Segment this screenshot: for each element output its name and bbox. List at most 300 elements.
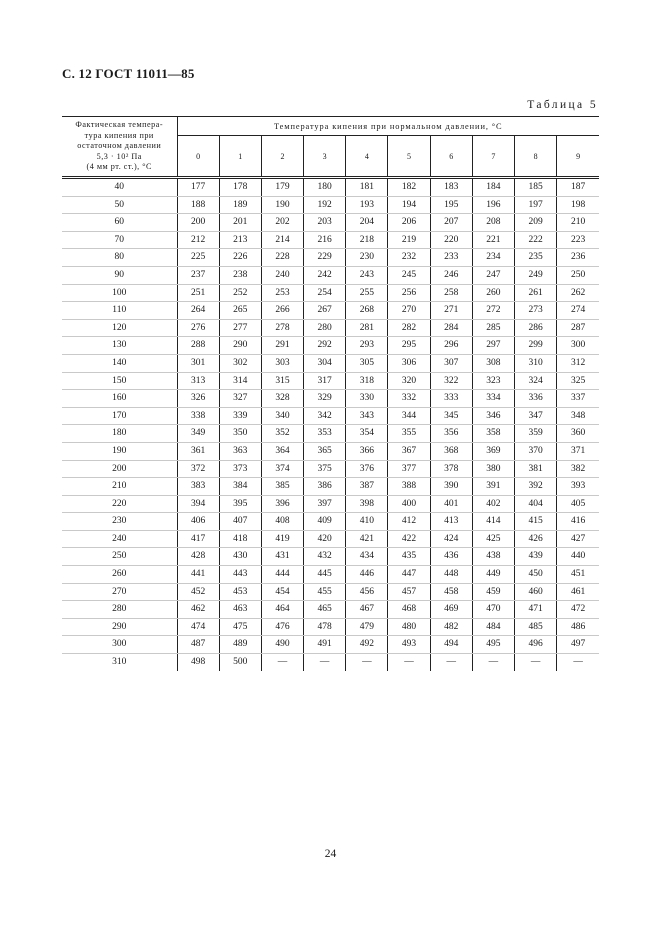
table-row [62, 478, 599, 496]
table-cell: 468 [388, 601, 430, 619]
table-cell: 296 [430, 337, 472, 355]
table-cell: 409 [304, 513, 346, 531]
table-cell: 285 [472, 319, 514, 337]
table-cell: 266 [261, 302, 303, 320]
table-cell: 413 [430, 513, 472, 531]
table-cell: 461 [557, 583, 599, 601]
table-cell: 213 [219, 231, 261, 249]
table-cell: 454 [261, 583, 303, 601]
table-row [62, 266, 599, 284]
row-label: 220 [62, 495, 177, 513]
table-cell: 315 [261, 372, 303, 390]
row-label: 230 [62, 513, 177, 531]
table-cell: 484 [472, 618, 514, 636]
table-cell: 183 [430, 178, 472, 197]
table-cell: 349 [177, 425, 219, 443]
table-cell: 342 [304, 407, 346, 425]
table-cell: 486 [557, 618, 599, 636]
table-cell: 218 [346, 231, 388, 249]
table-cell: 234 [472, 249, 514, 267]
row-label: 250 [62, 548, 177, 566]
table-cell: 356 [430, 425, 472, 443]
row-label: 270 [62, 583, 177, 601]
table-cell: 439 [515, 548, 557, 566]
table-cell: 219 [388, 231, 430, 249]
table-cell: 339 [219, 407, 261, 425]
table-cell: 450 [515, 566, 557, 584]
table-cell: 277 [219, 319, 261, 337]
boiling-temperature-table [62, 116, 599, 671]
table-cell: 288 [177, 337, 219, 355]
table-cell: 323 [472, 372, 514, 390]
table-cell: 482 [430, 618, 472, 636]
table-cell: 324 [515, 372, 557, 390]
table-cell: 447 [388, 566, 430, 584]
table-cell: 436 [430, 548, 472, 566]
table-cell: 471 [515, 601, 557, 619]
table-cell: 346 [472, 407, 514, 425]
table-cell: 196 [472, 196, 514, 214]
table-cell: 372 [177, 460, 219, 478]
row-label: 100 [62, 284, 177, 302]
table-cell: 412 [388, 513, 430, 531]
row-label: 310 [62, 654, 177, 671]
table-cell: 361 [177, 442, 219, 460]
table-cell: — [261, 654, 303, 671]
table-cell: 352 [261, 425, 303, 443]
table-cell: 262 [557, 284, 599, 302]
page-number: 24 [324, 848, 337, 860]
table-cell: 431 [261, 548, 303, 566]
row-header-line: 5,3 · 10² Па [96, 151, 142, 161]
table-cell: 459 [472, 583, 514, 601]
table-cell: 334 [472, 390, 514, 408]
table-cell: 417 [177, 530, 219, 548]
table-cell: 365 [304, 442, 346, 460]
table-cell: 267 [304, 302, 346, 320]
table-cell: 220 [430, 231, 472, 249]
table-cell: 416 [557, 513, 599, 531]
table-cell: 462 [177, 601, 219, 619]
table-cell: 438 [472, 548, 514, 566]
table-cell: 208 [472, 214, 514, 232]
table-cell: 451 [557, 566, 599, 584]
table-cell: 348 [557, 407, 599, 425]
table-cell: 317 [304, 372, 346, 390]
table-cell: 258 [430, 284, 472, 302]
table-cell: 302 [219, 354, 261, 372]
table-cell: — [573, 657, 583, 668]
table-cell: 314 [219, 372, 261, 390]
table-cell: 177 [177, 178, 219, 197]
table-cell: 487 [177, 636, 219, 654]
table-cell: 453 [219, 583, 261, 601]
row-label: 120 [62, 319, 177, 337]
table-cell: 190 [261, 196, 303, 214]
table-cell: 445 [304, 566, 346, 584]
table-cell: 479 [346, 618, 388, 636]
table-cell: 340 [261, 407, 303, 425]
table-cell: 322 [430, 372, 472, 390]
table-cell: 426 [515, 530, 557, 548]
table-cell: 276 [177, 319, 219, 337]
table-cell: 498 [177, 654, 219, 671]
table-cell: 424 [430, 530, 472, 548]
table-cell: 381 [515, 460, 557, 478]
row-label: 190 [62, 442, 177, 460]
table-cell: 295 [388, 337, 430, 355]
table-cell: 395 [219, 495, 261, 513]
row-label: 60 [62, 214, 177, 232]
table-cell: 187 [557, 178, 599, 197]
table-row [62, 636, 599, 654]
table-cell: 252 [219, 284, 261, 302]
table-cell: 391 [472, 478, 514, 496]
table-cell: 418 [219, 530, 261, 548]
row-label: 180 [62, 425, 177, 443]
table-cell: — [304, 654, 346, 671]
table-cell: 192 [304, 196, 346, 214]
table-cell: 318 [346, 372, 388, 390]
table-cell: 242 [304, 266, 346, 284]
table-cell: 434 [346, 548, 388, 566]
table-cell: 369 [472, 442, 514, 460]
row-label: 300 [62, 636, 177, 654]
table-cell: 500 [219, 654, 261, 671]
table-cell: 327 [219, 390, 261, 408]
table-cell: 338 [177, 407, 219, 425]
table-row [62, 214, 599, 232]
table-cell: 221 [472, 231, 514, 249]
table-cell: 201 [219, 214, 261, 232]
table-cell: 366 [346, 442, 388, 460]
table-cell: 494 [430, 636, 472, 654]
table-cell: 383 [177, 478, 219, 496]
table-cell: 385 [261, 478, 303, 496]
table-cell: 301 [177, 354, 219, 372]
table-cell: 368 [430, 442, 472, 460]
table-cell: 284 [430, 319, 472, 337]
table-cell: 268 [346, 302, 388, 320]
table-cell: 452 [177, 583, 219, 601]
table-cell: — [430, 654, 472, 671]
row-label: 170 [62, 407, 177, 425]
table-cell: 394 [177, 495, 219, 513]
row-label: 280 [62, 601, 177, 619]
table-cell: 291 [261, 337, 303, 355]
row-header-line: тура кипения при [84, 130, 154, 140]
column-header: 9 [576, 151, 581, 161]
table-cell: 367 [388, 442, 430, 460]
row-label: 290 [62, 618, 177, 636]
table-cell: 475 [219, 618, 261, 636]
table-cell: 376 [346, 460, 388, 478]
table-cell: 495 [472, 636, 514, 654]
table-cell: 497 [557, 636, 599, 654]
table-cell: 345 [430, 407, 472, 425]
table-cell: 251 [177, 284, 219, 302]
table-cell: 212 [177, 231, 219, 249]
row-header [62, 117, 177, 178]
table-row [62, 460, 599, 478]
table-cell: 329 [304, 390, 346, 408]
table-cell: 206 [388, 214, 430, 232]
table-cell: 441 [177, 566, 219, 584]
table-cell: 232 [388, 249, 430, 267]
table-cell: 490 [261, 636, 303, 654]
row-label: 90 [62, 266, 177, 284]
table-cell: 480 [388, 618, 430, 636]
table-cell: 328 [261, 390, 303, 408]
row-label: 110 [62, 302, 177, 320]
table-cell: 458 [430, 583, 472, 601]
column-header: 2 [261, 136, 303, 178]
table-cell: 261 [515, 284, 557, 302]
table-cell: 210 [557, 214, 599, 232]
table-cell: 280 [304, 319, 346, 337]
table-cell: 472 [557, 601, 599, 619]
table-cell: 457 [388, 583, 430, 601]
table-cell: 246 [430, 266, 472, 284]
table-cell: 427 [557, 530, 599, 548]
table-cell: 256 [388, 284, 430, 302]
row-label: 50 [62, 196, 177, 214]
table-cell: 278 [261, 319, 303, 337]
table-cell: 250 [557, 266, 599, 284]
table-cell: 286 [515, 319, 557, 337]
table-cell: 444 [261, 566, 303, 584]
table-cell: 238 [219, 266, 261, 284]
table-cell: 469 [430, 601, 472, 619]
table-cell: 435 [388, 548, 430, 566]
table-cell: 359 [515, 425, 557, 443]
table-label: Таблица 5 [527, 99, 598, 111]
table-row [62, 566, 599, 584]
table-cell: 260 [472, 284, 514, 302]
table-cell: 443 [219, 566, 261, 584]
table-cell: 236 [557, 249, 599, 267]
table-cell: 204 [346, 214, 388, 232]
table-cell: 237 [177, 266, 219, 284]
row-label: 80 [62, 249, 177, 267]
table-cell: 449 [472, 566, 514, 584]
table-cell: — [346, 654, 388, 671]
table-row [62, 425, 599, 443]
table-cell: 313 [177, 372, 219, 390]
table-row [62, 601, 599, 619]
table-cell: 464 [261, 601, 303, 619]
table-row [62, 178, 599, 197]
table-cell: 432 [304, 548, 346, 566]
row-label: 210 [62, 478, 177, 496]
table-cell: 489 [219, 636, 261, 654]
table-row [62, 231, 599, 249]
table-cell: 364 [261, 442, 303, 460]
table-cell: 415 [515, 513, 557, 531]
table-cell: 273 [515, 302, 557, 320]
table-cell: 375 [304, 460, 346, 478]
table-cell: 281 [346, 319, 388, 337]
table-cell: 344 [388, 407, 430, 425]
table-cell: 377 [388, 460, 430, 478]
table-cell: 216 [304, 231, 346, 249]
table-cell: 253 [261, 284, 303, 302]
table-cell: 271 [430, 302, 472, 320]
table-cell: 310 [515, 354, 557, 372]
table-cell: 303 [261, 354, 303, 372]
table-cell: 421 [346, 530, 388, 548]
table-cell: — [388, 654, 430, 671]
table-cell: 496 [515, 636, 557, 654]
table-cell: 272 [472, 302, 514, 320]
column-header: 3 [304, 136, 346, 178]
table-row [62, 513, 599, 531]
table-cell: 422 [388, 530, 430, 548]
table-cell: 299 [515, 337, 557, 355]
column-header: 5 [388, 136, 430, 178]
column-header: 0 [177, 136, 219, 178]
row-label: 150 [62, 372, 177, 390]
table-cell: 493 [388, 636, 430, 654]
table-cell: 390 [430, 478, 472, 496]
table-cell: — [472, 654, 514, 671]
table-row [62, 548, 599, 566]
table-cell: 419 [261, 530, 303, 548]
table-row [62, 654, 599, 671]
table-row [62, 284, 599, 302]
table-cell: 373 [219, 460, 261, 478]
table-cell: 243 [346, 266, 388, 284]
table-cell: 430 [219, 548, 261, 566]
table-cell: 300 [557, 337, 599, 355]
table-cell: 200 [177, 214, 219, 232]
table-cell: 194 [388, 196, 430, 214]
table-cell: 380 [472, 460, 514, 478]
table-cell: 182 [388, 178, 430, 197]
table-cell: 320 [388, 372, 430, 390]
row-header-line: остаточном давлении [77, 141, 162, 151]
row-label: 240 [62, 530, 177, 548]
table-cell: 401 [430, 495, 472, 513]
table-cell: 405 [557, 495, 599, 513]
table-cell: 290 [219, 337, 261, 355]
table-cell: 287 [557, 319, 599, 337]
table-cell: 270 [388, 302, 430, 320]
table-cell: 492 [346, 636, 388, 654]
table-row [62, 354, 599, 372]
table-cell: 350 [219, 425, 261, 443]
table-cell: 304 [304, 354, 346, 372]
table-cell: 197 [515, 196, 557, 214]
table-cell: 378 [430, 460, 472, 478]
table-cell: 353 [304, 425, 346, 443]
table-cell: 420 [304, 530, 346, 548]
table-cell: 249 [515, 266, 557, 284]
table-cell: 214 [261, 231, 303, 249]
table-cell: 337 [557, 390, 599, 408]
table-row [62, 372, 599, 390]
table-row [62, 618, 599, 636]
table-cell: 332 [388, 390, 430, 408]
column-header: 7 [472, 136, 514, 178]
table-cell: 326 [177, 390, 219, 408]
table-cell: 402 [472, 495, 514, 513]
table-cell: 223 [557, 231, 599, 249]
table-cell: 195 [430, 196, 472, 214]
table-cell: 407 [219, 513, 261, 531]
table-cell: 305 [346, 354, 388, 372]
table-cell: 292 [304, 337, 346, 355]
table-row [62, 442, 599, 460]
table-cell: 476 [261, 618, 303, 636]
table-row [62, 302, 599, 320]
table-cell: 428 [177, 548, 219, 566]
table-cell: 354 [346, 425, 388, 443]
table-cell: 465 [304, 601, 346, 619]
table-row [62, 390, 599, 408]
table-cell: 355 [388, 425, 430, 443]
table-cell: 293 [346, 337, 388, 355]
table-cell: 240 [261, 266, 303, 284]
table-cell: 245 [388, 266, 430, 284]
table-cell: — [515, 654, 557, 671]
table-row [62, 249, 599, 267]
table-cell: 456 [346, 583, 388, 601]
table-cell: 282 [388, 319, 430, 337]
row-label: 130 [62, 337, 177, 355]
table-cell: 408 [261, 513, 303, 531]
table-cell: 198 [557, 196, 599, 214]
table-cell: 333 [430, 390, 472, 408]
table-cell: 388 [388, 478, 430, 496]
table-cell: 386 [304, 478, 346, 496]
table-cell: 425 [472, 530, 514, 548]
table-cell: 396 [261, 495, 303, 513]
table-cell: 404 [515, 495, 557, 513]
row-label: 40 [62, 178, 177, 197]
table-cell: 265 [219, 302, 261, 320]
table-cell: 371 [557, 442, 599, 460]
row-label: 260 [62, 566, 177, 584]
table-cell: 307 [430, 354, 472, 372]
table-cell: 414 [472, 513, 514, 531]
table-cell: 222 [515, 231, 557, 249]
table-cell: 247 [472, 266, 514, 284]
table-cell: 455 [304, 583, 346, 601]
table-cell: 203 [304, 214, 346, 232]
table-cell: 446 [346, 566, 388, 584]
table-cell: 397 [304, 495, 346, 513]
table-cell: 178 [219, 178, 261, 197]
table-cell: 382 [557, 460, 599, 478]
table-cell: 188 [177, 196, 219, 214]
table-cell: 193 [346, 196, 388, 214]
column-header: 1 [219, 136, 261, 178]
table-cell: 264 [177, 302, 219, 320]
table-cell: 336 [515, 390, 557, 408]
table-cell: 392 [515, 478, 557, 496]
table-cell: 370 [515, 442, 557, 460]
column-header: 4 [346, 136, 388, 178]
column-group-header: Температура кипения при нормальном давлении, °С [177, 117, 599, 136]
table-cell: 325 [557, 372, 599, 390]
table-cell: 467 [346, 601, 388, 619]
table-cell: 181 [346, 178, 388, 197]
table-cell: 330 [346, 390, 388, 408]
table-cell: 491 [304, 636, 346, 654]
table-cell: 410 [346, 513, 388, 531]
table-cell: 207 [430, 214, 472, 232]
